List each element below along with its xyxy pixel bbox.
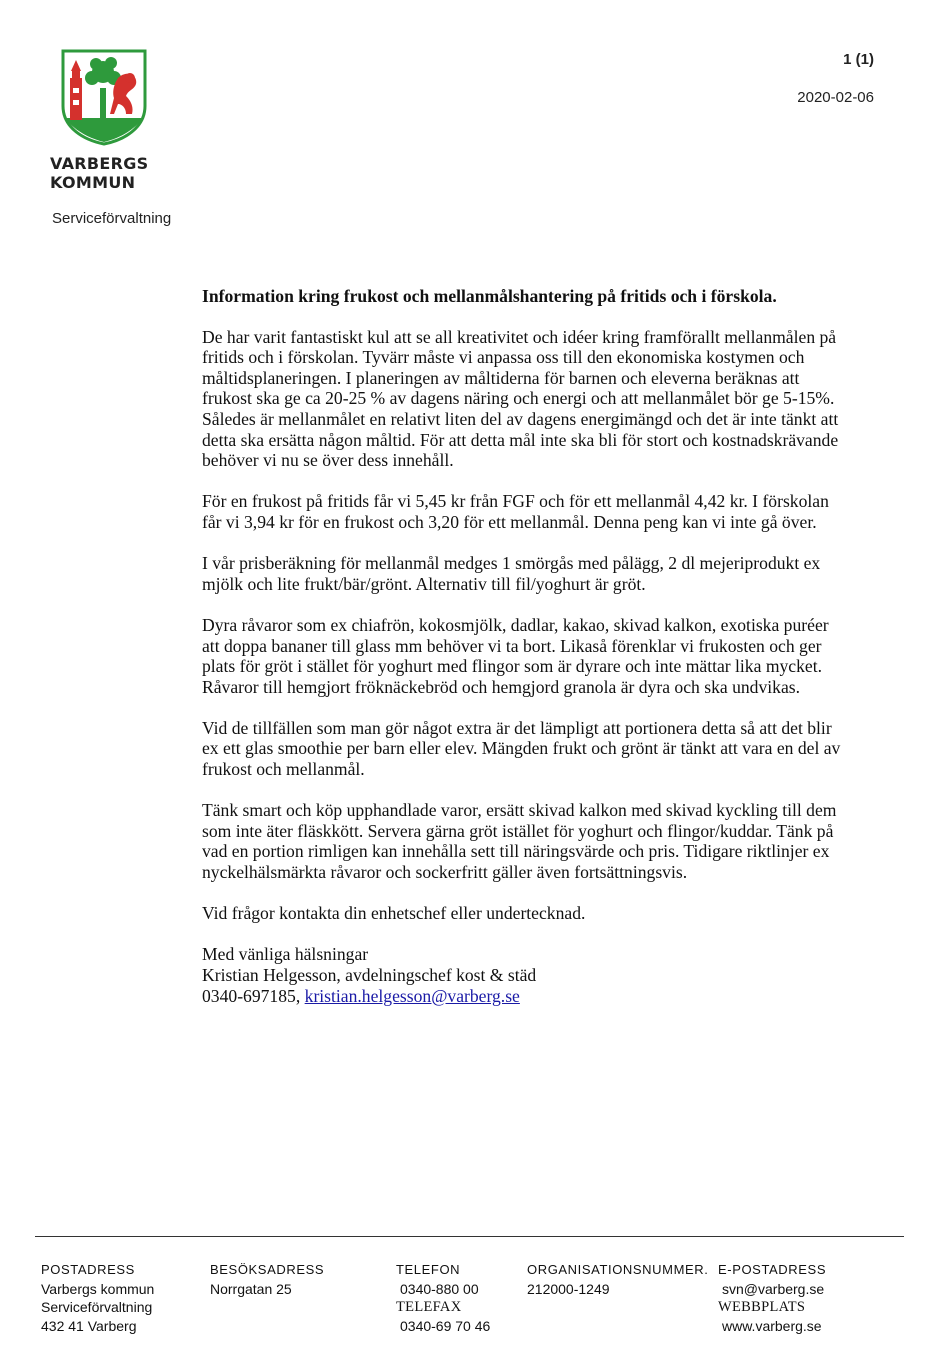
letter-paragraph: De har varit fantastiskt kul att se all kreativitet och idéer kring framförallt mellanmålen på fritids och i förskolan. Tyvärr måste vi anpassa oss till den ekonomiska kostymen och måltidsplaneringen. I planeringen av måltiderna för barnen och eleverna beräknas att frukost ska ge ca 20-25 % av dagens näring och energi och att mellanmålet bör ge 5-15%. Således är mellanmålet en relativt liten del av dagens energimängd och det är inte tänkt att detta ska ersätta någon måltid. För att detta mål inte ska bli för stort och kostnadskrävande behöver vi nu se över dess innehåll. (202, 326, 839, 471)
footer-postal-address (41, 1261, 154, 1335)
signer-email-link[interactable]: kristian.helgesson@varberg.se (304, 985, 520, 1006)
signer-phone: 0340-697185, (202, 985, 301, 1006)
letter-paragraph: Vid de tillfällen som man gör något extra är det lämpligt att portionera detta så att det blir ex ett glas smoothie per barn eller elev. Mängden frukt och grönt är tänkt att vara en del av frukost och mellanmål. (202, 717, 841, 780)
signer-name: Kristian Helgesson, avdelningschef kost & städ (202, 965, 537, 985)
postal-line: Serviceförvaltning (41, 1299, 153, 1315)
organization-name (50, 154, 149, 192)
fax-label: TELEFAX (396, 1299, 462, 1315)
web-value: www.varberg.se (722, 1317, 822, 1334)
org-name-line1: VARBERGS (50, 154, 149, 173)
org-name-line2: KOMMUN (50, 173, 136, 192)
letter-paragraph: Tänk smart och köp upphandlade varor, ersätt skivad kalkon med skivad kyckling till dem som inte äter fläskkött. Servera gärna gröt istället för yoghurt och flingor/kuddar. Tänk på vad en portion rimligen kan innehålla sett till näringsvärde och pris. Tidigare riktlinjer ex nyckelhälsmärkta råvaror och sockerfritt gäller även fortsättningsvis. (202, 800, 837, 883)
letter-paragraph: I vår prisberäkning för mellanmål medges 1 smörgås med pålägg, 2 dl mejeriprodukt ex mjölk och lite frukt/bär/grönt. Alternativ till fil/yoghurt är gröt. (202, 553, 821, 594)
varberg-coat-of-arms-logo (60, 48, 148, 146)
postal-line: 432 41 Varberg (41, 1317, 137, 1334)
visit-label: BESÖKSADRESS (210, 1262, 325, 1277)
letter-paragraph: Vid frågor kontakta din enhetschef eller undertecknad. (202, 903, 586, 924)
email-value: svn@varberg.se (722, 1280, 825, 1297)
letter-title: Information kring frukost och mellanmålshantering på fritids och i förskola. (202, 286, 777, 306)
footer-email (718, 1261, 826, 1335)
footer-org-number (527, 1261, 709, 1298)
orgnum-label: ORGANISATIONSNUMMER. (527, 1262, 709, 1277)
footer-visit-address (210, 1261, 324, 1298)
letter-paragraph: Dyra råvaror som ex chiafrön, kokosmjölk, dadlar, kakao, skivad kalkon, exotiska puréer att doppa bananer till glass mm behöver vi ta bort. Likaså förenklar vi frukosten och ger plats för gröt i stället för yoghurt med flingor som är dyrare och inte mättar lika mycket. Råvaror till hemgjort fröknäckebröd och hemgjord granola är dyra och ska undvikas. (202, 614, 829, 697)
web-label: WEBBPLATS (718, 1299, 806, 1315)
contact-line (202, 986, 842, 1007)
footer-phone (396, 1261, 490, 1335)
department-name: Serviceförvaltning (52, 210, 172, 227)
document-date: 2020-02-06 (797, 89, 874, 106)
page-number: 1 (1) (843, 51, 874, 68)
fax-value: 0340-69 70 46 (400, 1317, 491, 1334)
email-label: E-POSTADRESS (718, 1262, 827, 1277)
phone-label: TELEFON (396, 1262, 461, 1277)
letter-body (202, 286, 842, 1006)
visit-line: Norrgatan 25 (210, 1280, 292, 1297)
letter-paragraph: För en frukost på fritids får vi 5,45 kr från FGF och för ett mellanmål 4,42 kr. I förskolan får vi 3,94 kr för en frukost och 3,20 för ett mellanmål. Denna peng kan vi inte gå över. (202, 491, 829, 532)
closing-greeting: Med vänliga hälsningar (202, 944, 369, 965)
phone-value: 0340-880 00 (400, 1280, 479, 1297)
postal-line: Varbergs kommun (41, 1280, 155, 1297)
postal-label: POSTADRESS (41, 1262, 135, 1277)
footer-divider (35, 1236, 904, 1237)
orgnum-value: 212000-1249 (527, 1280, 610, 1297)
signature-block (202, 944, 842, 1006)
